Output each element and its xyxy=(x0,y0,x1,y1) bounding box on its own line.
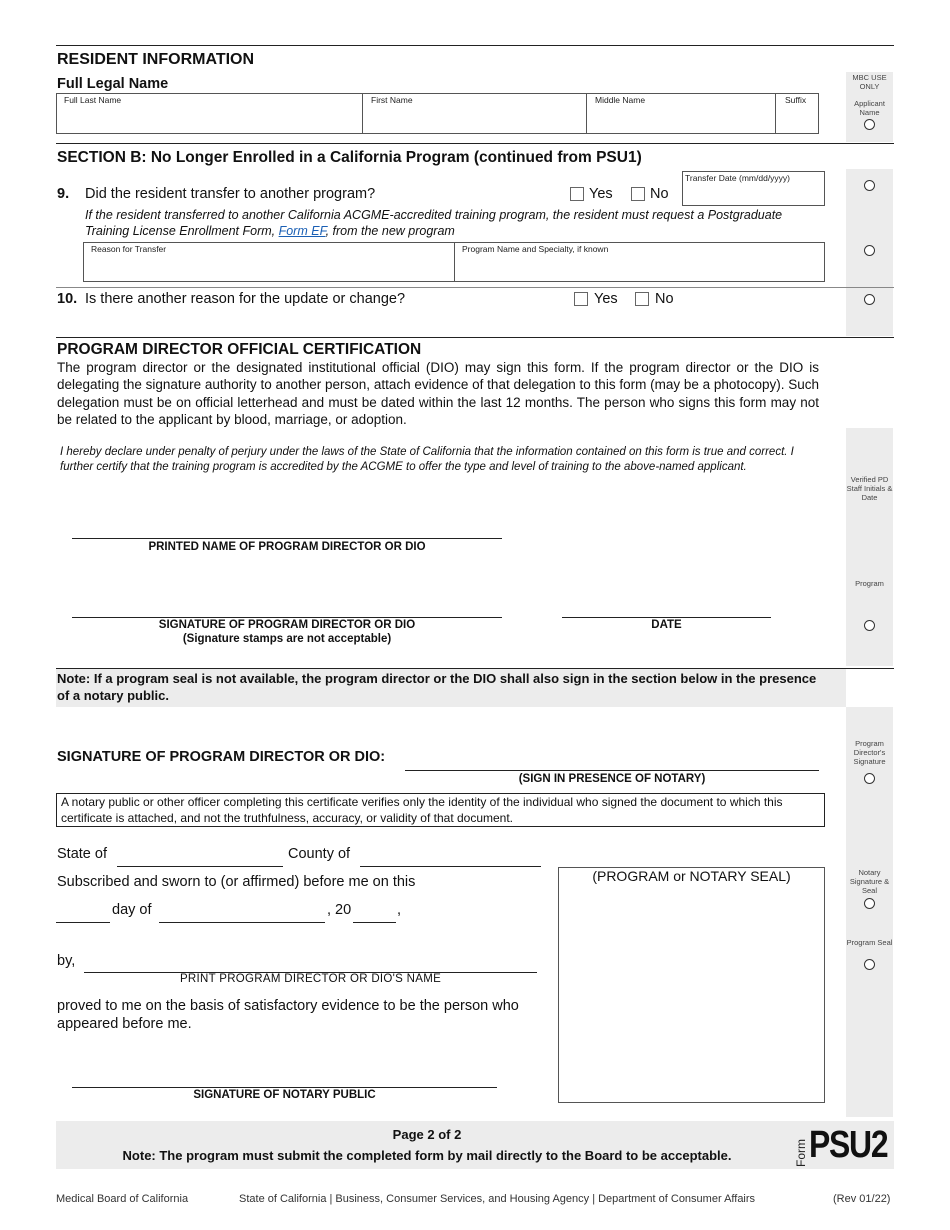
program-seal-circle[interactable] xyxy=(864,959,875,970)
q10-yes-checkbox[interactable] xyxy=(574,292,588,306)
notary-signature-circle[interactable] xyxy=(864,898,875,909)
day-field[interactable] xyxy=(56,922,110,923)
state-field[interactable] xyxy=(117,866,283,867)
year-label: , 20 xyxy=(327,902,352,918)
name-divider-3 xyxy=(775,93,776,134)
q9-yes-checkbox[interactable] xyxy=(570,187,584,201)
sworn-text: Subscribed and sworn to (or affirmed) before me on this xyxy=(57,874,416,890)
last-name-label: Full Last Name xyxy=(64,95,122,105)
first-name-label: First Name xyxy=(371,95,413,105)
notary-disclaimer: A notary public or other officer completing this certificate verifies only the identity of the individual who signed the document to which this certificate is attached, and not the truthfulness, accuracy, or validity of that document. xyxy=(56,793,825,827)
transfer-details-divider xyxy=(454,242,455,282)
date-caption: DATE xyxy=(651,619,682,631)
print-name-caption: PRINT PROGRAM DIRECTOR OR DIO'S NAME xyxy=(179,973,442,985)
printed-name-caption: PRINTED NAME OF PROGRAM DIRECTOR OR DIO xyxy=(148,541,426,553)
sidebar-verified: Verified PD Staff Initials & Date xyxy=(846,475,893,502)
sidebar-mbc-use: MBC USE ONLY xyxy=(852,73,887,91)
q9-yes-label: Yes xyxy=(589,186,613,202)
q9-text: Did the resident transfer to another program? xyxy=(85,186,376,202)
year-field[interactable] xyxy=(353,922,396,923)
footer-center: State of California | Business, Consumer Services, and Housing Agency | Department of Consumer Affairs xyxy=(239,1193,756,1205)
printed-name-line[interactable] xyxy=(72,538,502,539)
q9-no-label: No xyxy=(650,186,669,202)
pd-signature-subcaption: (Signature stamps are not acceptable) xyxy=(182,633,392,645)
reason-transfer-field[interactable] xyxy=(87,256,450,280)
section-b-heading: SECTION B: No Longer Enrolled in a California Program (continued from PSU1) xyxy=(57,149,642,166)
by-label: by, xyxy=(57,953,76,969)
county-field[interactable] xyxy=(360,866,541,867)
year-comma: , xyxy=(397,902,402,918)
reason-transfer-label: Reason for Transfer xyxy=(91,244,167,254)
reason-circle[interactable] xyxy=(864,245,875,256)
notary-pd-sig-caption: (SIGN IN PRESENCE OF NOTARY) xyxy=(518,773,706,785)
suffix-field[interactable] xyxy=(779,108,815,132)
state-label: State of xyxy=(57,846,107,862)
transfer-circle[interactable] xyxy=(864,180,875,191)
full-legal-name-label: Full Legal Name xyxy=(57,76,169,92)
seal-box-label: (PROGRAM or NOTARY SEAL) xyxy=(592,868,791,884)
middle-name-label: Middle Name xyxy=(595,95,646,105)
footer-right: (Rev 01/22) xyxy=(833,1193,891,1205)
sidebar-notary-signature: Notary Signature & Seal xyxy=(849,868,890,895)
section-b-rule xyxy=(56,143,894,144)
month-field[interactable] xyxy=(159,922,325,923)
seal-note: Note: If a program seal is not available, the program director or the DIO shall also sign in the section below in the presence of a notary public. xyxy=(57,671,817,703)
program-name-field[interactable] xyxy=(458,256,821,280)
middle-name-field[interactable] xyxy=(590,108,771,132)
resident-heading: RESIDENT INFORMATION xyxy=(57,51,255,68)
notary-sig-caption: SIGNATURE OF NOTARY PUBLIC xyxy=(193,1089,376,1101)
q9-number: 9. xyxy=(57,186,70,202)
q10-no-label: No xyxy=(655,291,674,307)
pd-signature-caption: SIGNATURE OF PROGRAM DIRECTOR OR DIO xyxy=(158,619,416,631)
sidebar-program: Program xyxy=(855,579,884,588)
county-label: County of xyxy=(288,846,351,862)
program-circle[interactable] xyxy=(864,620,875,631)
day-label: day of xyxy=(112,902,152,918)
form-id: PSU2 xyxy=(809,1124,888,1166)
last-name-field[interactable] xyxy=(60,108,358,132)
name-divider-2 xyxy=(586,93,587,134)
certification-heading: PROGRAM DIRECTOR OFFICIAL CERTIFICATION xyxy=(57,341,422,358)
pd-signature-circle[interactable] xyxy=(864,773,875,784)
sidebar-notary xyxy=(846,707,893,1117)
sidebar-applicant-name: Applicant Name xyxy=(854,99,885,117)
notary-pd-sig-label: SIGNATURE OF PROGRAM DIRECTOR OR DIO: xyxy=(57,749,386,765)
suffix-label: Suffix xyxy=(785,95,807,105)
proved-text: proved to me on the basis of satisfactory evidence to be the person who appeared before me. xyxy=(57,998,519,1032)
q9-no-checkbox[interactable] xyxy=(631,187,645,201)
page-number: Page 2 of 2 xyxy=(392,1127,462,1142)
sidebar-program-seal: Program Seal xyxy=(846,938,893,947)
other-reason-circle[interactable] xyxy=(864,294,875,305)
declaration-text: I hereby declare under penalty of perjury under the laws of the State of California that the information contained on this form is true and correct. I further certify that the training program is accredited by the ACGME to offer the type and level of training to the above-named applicant. xyxy=(60,446,794,473)
q10-no-checkbox[interactable] xyxy=(635,292,649,306)
seal-box[interactable] xyxy=(558,867,825,1103)
name-divider-1 xyxy=(362,93,363,134)
form-ef-link[interactable]: Form EF xyxy=(278,224,326,238)
top-rule xyxy=(56,45,894,46)
form-word: Form xyxy=(794,1139,808,1167)
q10-text: Is there another reason for the update or change? xyxy=(85,291,406,307)
notary-pd-sig-line[interactable] xyxy=(405,770,819,771)
q10-number: 10. xyxy=(57,291,78,307)
transfer-date-label: Transfer Date (mm/dd/yyyy) xyxy=(685,173,791,183)
certification-rule xyxy=(56,337,894,338)
applicant-name-circle[interactable] xyxy=(864,119,875,130)
footer-note: Note: The program must submit the completed form by mail directly to the Board to be acceptable. xyxy=(122,1148,732,1163)
sidebar-pd-signature: Program Director's Signature xyxy=(853,739,886,766)
program-name-label: Program Name and Specialty, if known xyxy=(462,244,609,254)
first-name-field[interactable] xyxy=(366,108,582,132)
q9-note: If the resident transferred to another California ACGME-accredited training program, the resident must request a Postgraduate Training License Enrollment Form, Form EF, from the new program xyxy=(85,208,783,238)
q10-rule xyxy=(56,287,894,288)
footer-left: Medical Board of California xyxy=(56,1193,189,1205)
certification-paragraph: The program director or the designated institutional official (DIO) may sign this form. If the program director or the DIO is delegating the signature authority to another person, attach evidence of that delegation to this form (may be a photocopy). Such delegation must be on official letterhead and must be dated within the last 12 months. The person who signs this form may not be related to the applicant by blood, marriage, or adoption. xyxy=(57,360,819,427)
q10-yes-label: Yes xyxy=(594,291,618,307)
